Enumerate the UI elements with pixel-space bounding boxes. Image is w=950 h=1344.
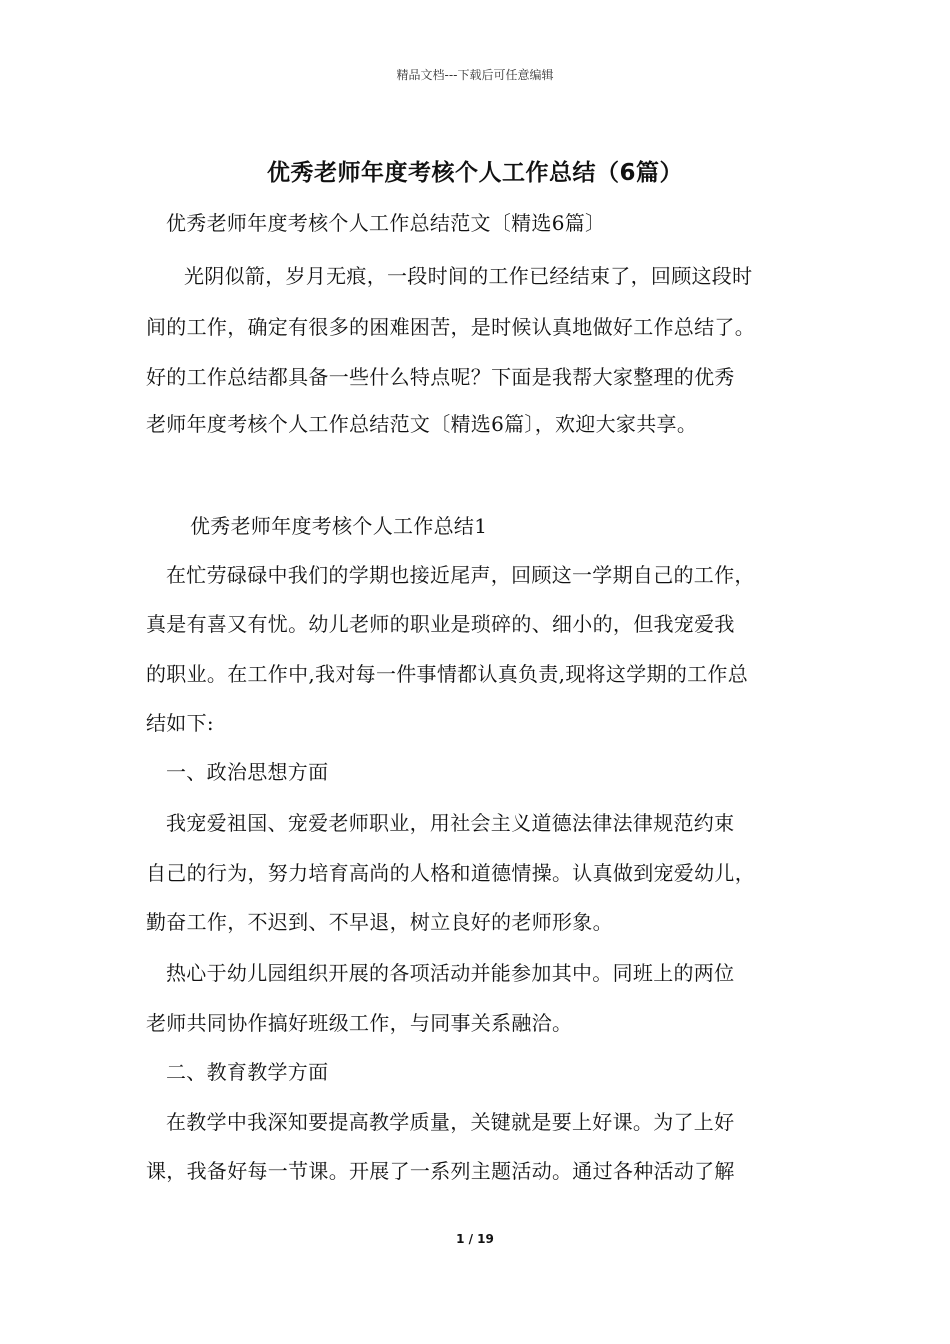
- paragraph-line: 课，我备好每一节课。开展了一系列主题活动。通过各种活动了解: [146, 1159, 735, 1183]
- intro-line: 老师年度考核个人工作总结范文〔精选6篇〕，欢迎大家共享。: [146, 412, 698, 436]
- paragraph-line: 我宠爱祖国、宠爱老师职业，用社会主义道德法律法律规范约束: [166, 811, 735, 835]
- paragraph-line: 结如下:: [146, 711, 214, 735]
- section-heading: 优秀老师年度考核个人工作总结1: [190, 514, 488, 538]
- document-title: 优秀老师年度考核个人工作总结（6篇）: [266, 160, 683, 186]
- paragraph-line: 勤奋工作，不迟到、不早退，树立良好的老师形象。: [146, 910, 613, 934]
- paragraph-line: 自己的行为，努力培育高尚的人格和道德情操。认真做到宠爱幼儿，: [146, 861, 755, 885]
- paragraph-line: 老师共同协作搞好班级工作，与同事关系融洽。: [146, 1011, 573, 1035]
- subsection-heading: 一、政治思想方面: [166, 760, 329, 784]
- header-note: 精品文档---下载后可任意编辑: [396, 68, 554, 82]
- document-subtitle: 优秀老师年度考核个人工作总结范文〔精选6篇〕: [166, 211, 606, 235]
- paragraph-line: 在忙劳碌碌中我们的学期也接近尾声，回顾这一学期自己的工作，: [166, 563, 755, 587]
- intro-line: 光阴似箭，岁月无痕，一段时间的工作已经结束了，回顾这段时: [184, 264, 753, 288]
- intro-line: 间的工作，确定有很多的困难困苦，是时候认真地做好工作总结了。: [146, 315, 755, 339]
- paragraph-line: 热心于幼儿园组织开展的各项活动并能参加其中。同班上的两位: [166, 961, 735, 985]
- paragraph-line: 在教学中我深知要提高教学质量，关键就是要上好课。为了上好: [166, 1110, 735, 1134]
- paragraph-line: 真是有喜又有忧。幼儿老师的职业是琐碎的、细小的，但我宠爱我: [146, 612, 735, 636]
- page-number: 1 / 19: [456, 1232, 494, 1246]
- intro-line: 好的工作总结都具备一些什么特点呢？下面是我帮大家整理的优秀: [146, 365, 735, 389]
- paragraph-line: 的职业。在工作中,我对每一件事情都认真负责,现将这学期的工作总: [146, 662, 749, 686]
- subsection-heading: 二、教育教学方面: [166, 1060, 329, 1084]
